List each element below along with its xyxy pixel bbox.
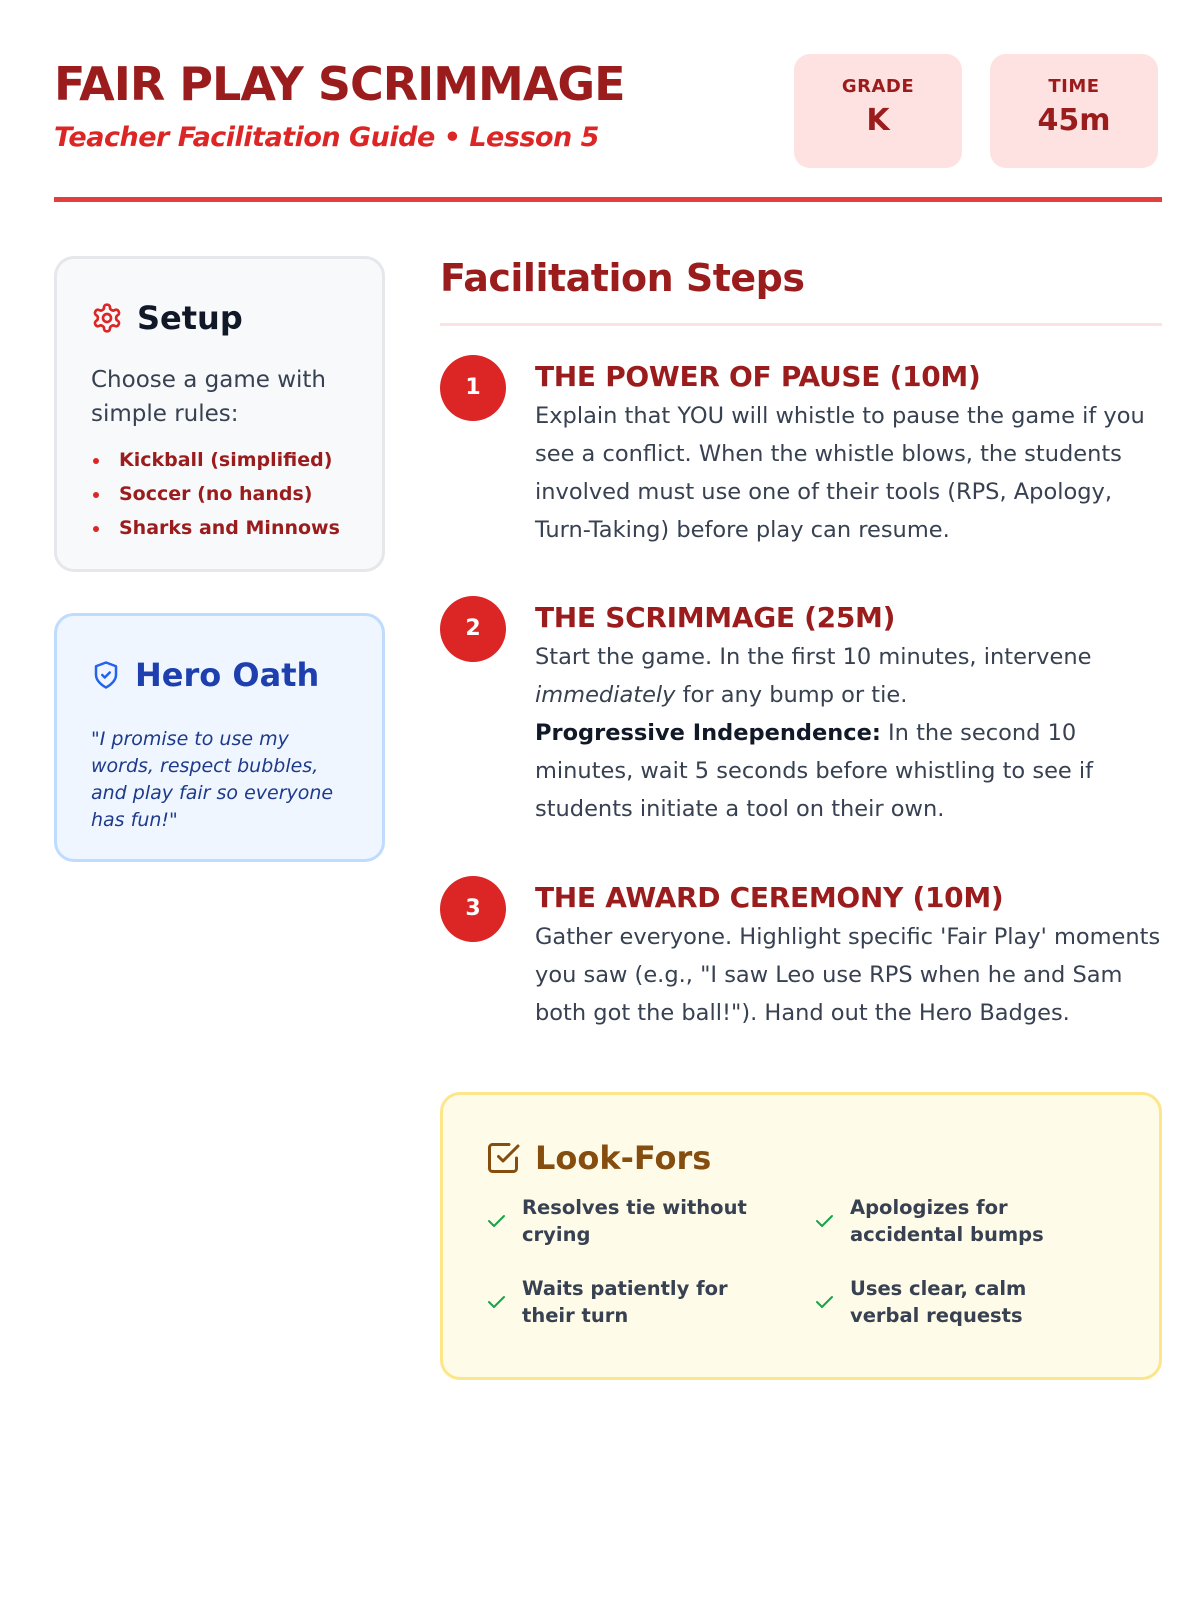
emphasis: immediately: [535, 682, 676, 708]
setup-intro: Choose a game with simple rules:: [91, 367, 326, 427]
oath-quote: "I promise to use my words, respect bubbles, and play fair so everyone has fun!": [91, 728, 334, 831]
lookfors-header: [485, 1139, 711, 1177]
look-for-text: Uses clear, calm verbal requests: [850, 1277, 1027, 1327]
setup-title: Setup: [137, 299, 243, 337]
setup-card: [54, 256, 385, 572]
page-subtitle: Teacher Facilitation Guide • Lesson 5: [54, 122, 599, 153]
check-icon: [484, 1290, 508, 1314]
shield-check-icon: [91, 660, 121, 690]
game-item: Sharks and Minnows: [91, 511, 340, 545]
checkbox-icon: [485, 1140, 521, 1176]
grade-badge: [794, 54, 962, 168]
lookfors-title: Look-Fors: [535, 1139, 712, 1177]
step-text: Gather everyone. Highlight specific 'Fair Play' moments you saw (e.g., "I saw Leo use RPS when he and Sam both got the ball!"). Hand out the Hero Badges.: [535, 924, 1161, 1026]
look-for-item: [812, 1275, 1102, 1329]
oath-title: Hero Oath: [135, 656, 320, 694]
check-icon: [484, 1209, 508, 1233]
check-icon: [812, 1290, 836, 1314]
steps-title: Facilitation Steps: [440, 256, 805, 300]
step-number: 2: [440, 596, 506, 662]
game-list: [91, 443, 340, 545]
step-heading: THE SCRIMMAGE (25M): [535, 601, 896, 634]
look-for-item: [484, 1194, 774, 1248]
gear-icon: [91, 302, 123, 334]
hero-oath-card: [54, 613, 385, 862]
step-number: 3: [440, 876, 506, 942]
strong-label: Progressive Independence:: [535, 720, 881, 746]
game-item: Soccer (no hands): [91, 477, 340, 511]
time-value: 45m: [1037, 103, 1111, 138]
setup-header: [91, 299, 243, 337]
game-item: Kickball (simplified): [91, 443, 340, 477]
step-heading: THE AWARD CEREMONY (10M): [535, 881, 1004, 914]
grade-value: K: [866, 103, 890, 138]
divider: [440, 323, 1162, 326]
step-text: Start the game. In the first 10 minutes, intervene immediately for any bump or tie. Progressive Independence: In the second 10 minutes, wait 5 seconds before whistling to see if students initiate a tool on their own.: [535, 644, 1094, 822]
look-for-item: [484, 1275, 774, 1329]
grade-label: GRADE: [841, 76, 915, 97]
check-icon: [812, 1209, 836, 1233]
time-label: TIME: [1048, 76, 1100, 97]
look-for-text: Waits patiently for their turn: [522, 1277, 728, 1327]
look-for-text: Apologizes for accidental bumps: [850, 1196, 1044, 1246]
step-number: 1: [440, 355, 506, 421]
step-heading: THE POWER OF PAUSE (10M): [535, 360, 981, 393]
look-for-item: [812, 1194, 1102, 1248]
page-header: [54, 54, 1162, 202]
oath-header: [91, 656, 319, 694]
time-badge: [990, 54, 1158, 168]
page-title: FAIR PLAY SCRIMMAGE: [54, 57, 625, 111]
look-for-text: Resolves tie without crying: [522, 1196, 747, 1246]
step-text: Explain that YOU will whistle to pause the game if you see a conflict. When the whistle blows, the students involved must use one of their tools (RPS, Apology, Turn-Taking) before play can resume.: [535, 403, 1145, 543]
